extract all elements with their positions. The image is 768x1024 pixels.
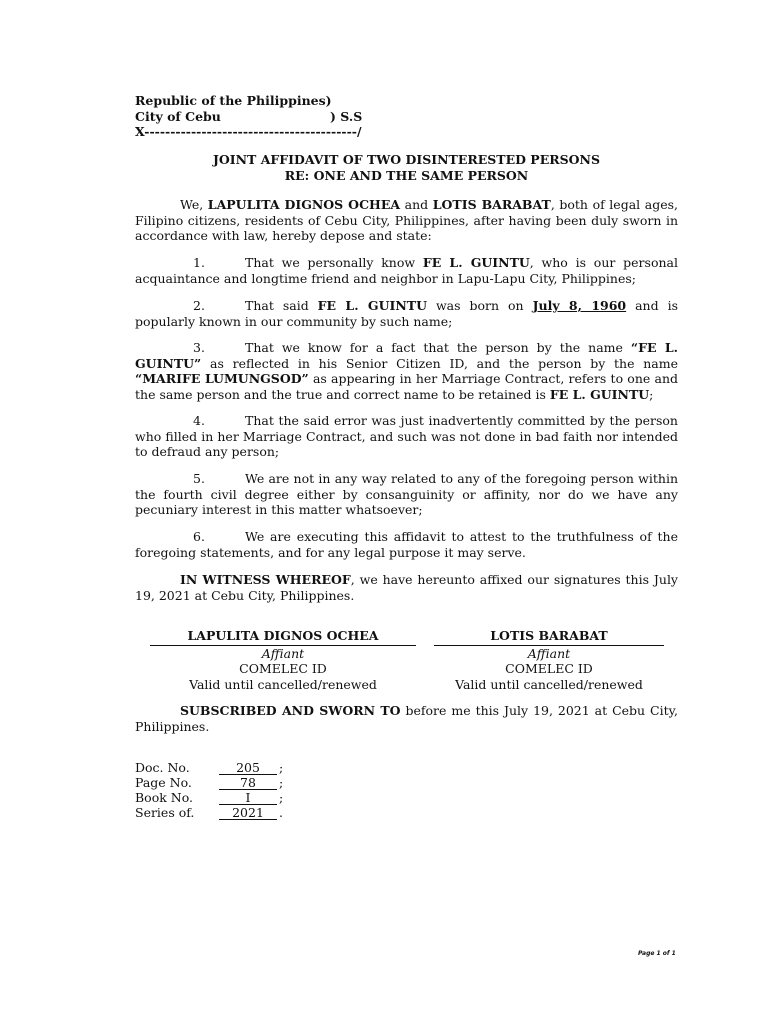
paragraph-number: 3. xyxy=(193,340,205,355)
paragraph-6 xyxy=(135,529,678,560)
witness-text: , we have hereunto affixed our signatures this July 19, 2021 at Cebu City, Philippines. xyxy=(135,572,678,603)
jurat-paragraph xyxy=(135,703,678,734)
paragraph-5 xyxy=(135,471,678,518)
affiant-1-name: LAPULITA DIGNOS OCHEA xyxy=(207,197,401,212)
intro-text: , both of legal ages, Filipino citizens, residents of Cebu City, Philippines, after having been duly sworn in accordance with law, hereby depose and state: xyxy=(135,197,678,243)
docinfo-label: Doc. No. xyxy=(135,760,190,775)
paragraph-text: ; xyxy=(649,386,654,402)
jurat-heading: SUBSCRIBED AND SWORN TO xyxy=(180,703,401,718)
docinfo-row xyxy=(135,760,283,775)
signatory-name: LAPULITA DIGNOS OCHEA xyxy=(150,628,416,646)
witness-paragraph xyxy=(135,572,678,603)
signatory-role: Affiant xyxy=(261,645,305,661)
paragraph-text: , who is our personal acquaintance and longtime friend and neighbor in Lapu-Lapu City, Philippines; xyxy=(135,255,678,286)
docinfo-value: 205 xyxy=(219,761,277,775)
paragraph-number: 5. xyxy=(193,471,205,486)
paragraph-text: That said xyxy=(245,298,318,313)
docinfo-end: . xyxy=(279,805,283,820)
subject-name: FE L. GUINTU xyxy=(317,298,427,313)
docinfo-label: Page No. xyxy=(135,775,192,790)
paragraph-number: 2. xyxy=(193,298,205,313)
signatory-2 xyxy=(434,628,664,692)
affiant-2-name: LOTIS BARABAT xyxy=(432,197,551,212)
docinfo-label: Book No. xyxy=(135,790,194,805)
subject-name: FE L. GUINTU xyxy=(549,386,650,402)
venue-block xyxy=(135,93,362,140)
docinfo-value: 78 xyxy=(219,776,277,790)
paragraph-text: as appearing in her Marriage Contract, refers to one and the same person and the true and correct name to be retained is xyxy=(135,371,678,402)
paragraph-number: 1. xyxy=(193,255,205,270)
document-title xyxy=(135,152,678,183)
paragraph-2 xyxy=(135,298,678,329)
signatory-id: COMELEC ID xyxy=(239,661,327,676)
paragraph-text: That we personally know xyxy=(245,255,423,270)
intro-text: and xyxy=(400,197,433,212)
docinfo-end: ; xyxy=(279,790,284,805)
intro-paragraph xyxy=(135,197,678,244)
paragraph-text: and is popularly known in our community by such name; xyxy=(135,298,678,329)
paragraph-3 xyxy=(135,340,678,402)
signatory-validity: Valid until cancelled/renewed xyxy=(455,676,643,692)
paragraph-text: That the said error was just inadvertently committed by the person who filled in her Marriage Contract, and such was not done in bad faith nor intended to defraud any person; xyxy=(135,413,678,459)
paragraph-1 xyxy=(135,255,678,286)
docinfo-row xyxy=(135,790,283,805)
paragraph-text: That we know for a fact that the person by the name xyxy=(245,340,631,355)
docinfo-row xyxy=(135,775,283,790)
alternate-name: “MARIFE LUMUNGSOD” xyxy=(135,371,309,386)
docinfo-end: ; xyxy=(279,775,284,790)
paragraph-number: 6. xyxy=(193,529,205,544)
subject-name: FE L. GUINTU xyxy=(422,255,530,270)
signatory-role: Affiant xyxy=(527,645,571,661)
signatory-validity: Valid until cancelled/renewed xyxy=(189,676,377,692)
docinfo-end: ; xyxy=(279,760,284,775)
paragraph-text: We are executing this affidavit to attest to the truthfulness of the foregoing statements, and for any legal purpose it may serve. xyxy=(135,529,678,560)
signatory-name: LOTIS BARABAT xyxy=(434,628,664,646)
intro-text: We, xyxy=(180,197,208,212)
birth-date: July 8, 1960 xyxy=(532,298,627,313)
docinfo-value: I xyxy=(219,791,277,805)
venue-ss: ) S.S xyxy=(330,108,363,124)
paragraph-text: was born on xyxy=(426,298,533,313)
paragraph-4 xyxy=(135,413,678,460)
title-line-1: JOINT AFFIDAVIT OF TWO DISINTERESTED PERSONS xyxy=(212,152,600,167)
venue-city: City of Cebu xyxy=(135,108,221,124)
witness-heading: IN WITNESS WHEREOF xyxy=(180,572,351,587)
paragraph-text: We are not in any way related to any of the foregoing person within the fourth civil degree either by consanguinity or affinity, nor do we have any pecuniary interest in this matter whatsoever; xyxy=(135,471,678,517)
venue-line: X-----------------------------------------/ xyxy=(135,124,362,139)
jurat-text: before me this July 19, 2021 at Cebu City, Philippines. xyxy=(135,703,678,734)
notarial-register xyxy=(135,760,283,820)
page-number: Page 1 of 1 xyxy=(638,950,676,957)
docinfo-value: 2021 xyxy=(219,806,277,820)
subject-name: “FE L. GUINTU” xyxy=(135,340,678,371)
venue-country: Republic of the Philippines) xyxy=(135,93,332,108)
docinfo-row xyxy=(135,805,283,820)
paragraph-text: as reflected in his Senior Citizen ID, and the person by the name xyxy=(201,355,678,371)
venue-city-row xyxy=(135,109,362,125)
docinfo-label: Series of. xyxy=(135,805,195,820)
signatory-id: COMELEC ID xyxy=(505,661,593,676)
signatory-1 xyxy=(150,628,416,692)
title-line-2: RE: ONE AND THE SAME PERSON xyxy=(284,167,529,183)
paragraph-number: 4. xyxy=(193,413,205,428)
